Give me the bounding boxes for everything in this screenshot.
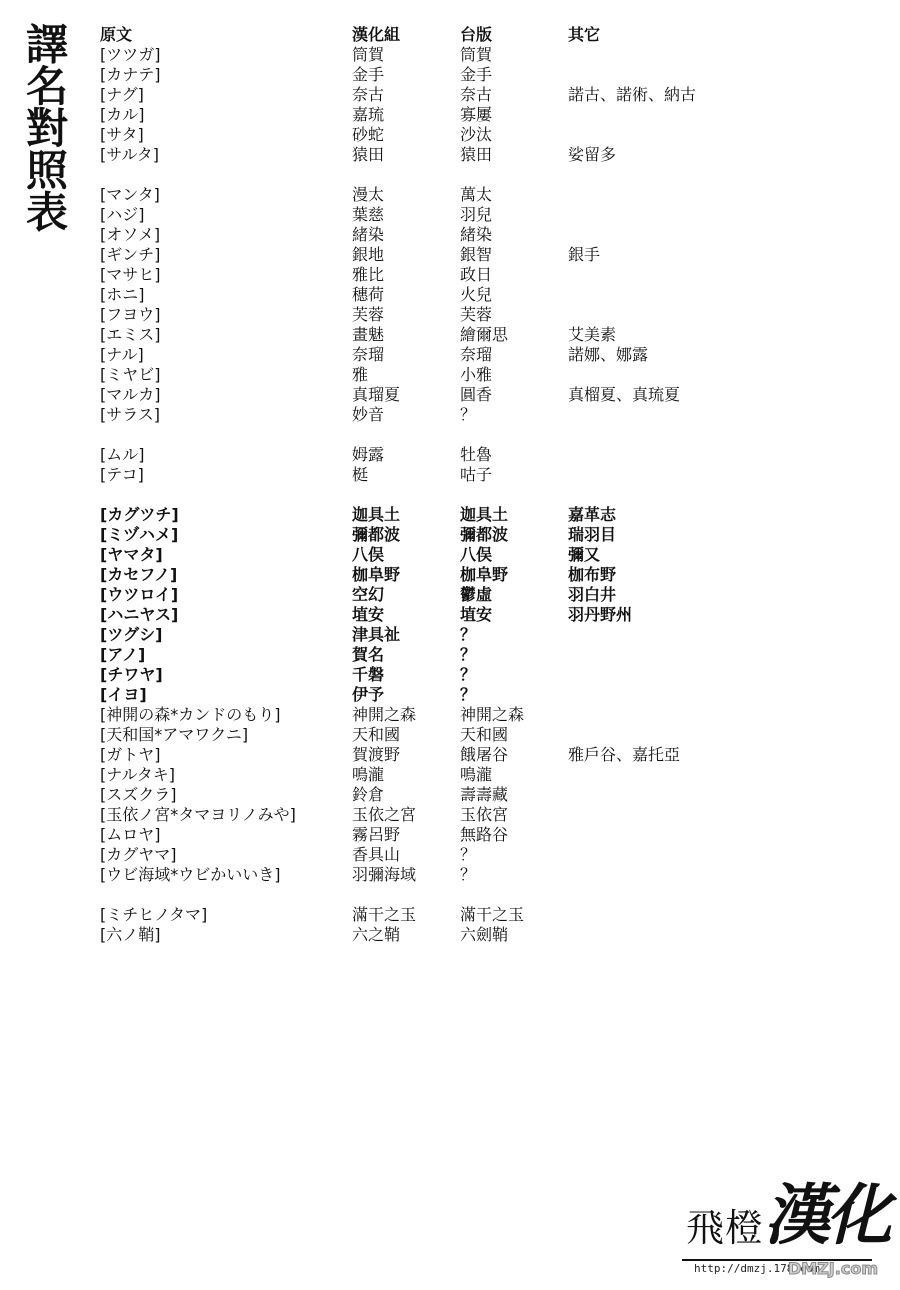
table-row xyxy=(100,505,880,525)
taiwan-edition-cell: ？ xyxy=(460,625,477,644)
group-logo xyxy=(678,1176,888,1280)
translation-group-cell: 香具山 xyxy=(352,845,401,864)
table-row xyxy=(100,185,880,205)
translation-group-cell: 筒賀 xyxy=(352,45,385,64)
translation-group-cell: 迦具土 xyxy=(352,505,401,524)
other-cell: 瑞羽目 xyxy=(568,525,617,544)
row-spacer xyxy=(100,485,880,505)
original-name-cell: [カナテ] xyxy=(100,65,161,84)
taiwan-edition-cell: 奈瑠 xyxy=(460,345,493,364)
taiwan-edition-cell: ？ xyxy=(460,845,477,864)
original-name-cell: [エミス] xyxy=(100,325,161,344)
table-row xyxy=(100,705,880,725)
original-name-cell: [ムロヤ] xyxy=(100,825,161,844)
translation-table xyxy=(100,25,880,945)
column-header: 原文 xyxy=(100,25,133,44)
other-cell: 諾古、諾術、納古 xyxy=(568,85,697,104)
original-name-cell: [ムル] xyxy=(100,445,145,464)
translation-group-cell: 姆露 xyxy=(352,445,385,464)
other-cell: 彌又 xyxy=(568,545,601,564)
table-row xyxy=(100,905,880,925)
original-name-cell: [ツグシ] xyxy=(100,625,163,644)
taiwan-edition-cell: 玉依宮 xyxy=(460,805,509,824)
taiwan-edition-cell: 猿田 xyxy=(460,145,493,164)
original-name-cell: [ホニ] xyxy=(100,285,145,304)
table-row xyxy=(100,645,880,665)
original-name-cell: [サラス] xyxy=(100,405,161,424)
translation-group-cell: 賀渡野 xyxy=(352,745,401,764)
table-row xyxy=(100,465,880,485)
original-name-cell: [スズクラ] xyxy=(100,785,177,804)
translation-group-cell: 六之鞘 xyxy=(352,925,401,944)
table-row xyxy=(100,785,880,805)
table-row xyxy=(100,525,880,545)
taiwan-edition-cell: 鳴瀧 xyxy=(460,765,493,784)
translation-group-cell: 鳴瀧 xyxy=(352,765,385,784)
taiwan-edition-cell: 牡魯 xyxy=(460,445,493,464)
original-name-cell: [オソメ] xyxy=(100,225,161,244)
original-name-cell: [カル] xyxy=(100,105,145,124)
table-row xyxy=(100,365,880,385)
translation-group-cell: 神開之森 xyxy=(352,705,417,724)
original-name-cell: [サルタ] xyxy=(100,145,160,164)
original-name-cell: [ハニヤス] xyxy=(100,605,179,624)
taiwan-edition-cell: 滿干之玉 xyxy=(460,905,525,924)
original-name-cell: [マサヒ] xyxy=(100,265,161,284)
table-row xyxy=(100,605,880,625)
table-row xyxy=(100,545,880,565)
original-name-cell: [カグヤマ] xyxy=(100,845,177,864)
row-spacer xyxy=(100,425,880,445)
original-name-cell: [カセフノ] xyxy=(100,565,178,584)
taiwan-edition-cell: 咕子 xyxy=(460,465,493,484)
taiwan-edition-cell: 筒賀 xyxy=(460,45,493,64)
table-row xyxy=(100,625,880,645)
translation-group-cell: 埴安 xyxy=(352,605,385,624)
table-row xyxy=(100,445,880,465)
original-name-cell: [チワヤ] xyxy=(100,665,163,684)
translation-group-cell: 奈古 xyxy=(352,85,385,104)
translation-group-cell: 芙蓉 xyxy=(352,305,385,324)
table-row xyxy=(100,145,880,165)
other-cell: 諾娜、娜露 xyxy=(568,345,649,364)
other-cell: 艾美素 xyxy=(568,325,617,344)
original-name-cell: [ナルタキ] xyxy=(100,765,176,784)
table-row xyxy=(100,225,880,245)
table-row xyxy=(100,685,880,705)
translation-group-cell: 千磐 xyxy=(352,665,385,684)
original-name-cell: [ナル] xyxy=(100,345,144,364)
taiwan-edition-cell: 銀智 xyxy=(460,245,493,264)
translation-group-cell: 雅比 xyxy=(352,265,385,284)
translation-group-cell: 梃 xyxy=(352,465,369,484)
table-row xyxy=(100,845,880,865)
taiwan-edition-cell: 餓屠谷 xyxy=(460,745,509,764)
taiwan-edition-cell: 繪爾思 xyxy=(460,325,509,344)
translation-group-cell: 金手 xyxy=(352,65,385,84)
original-name-cell: [マンタ] xyxy=(100,185,160,204)
table-row xyxy=(100,45,880,65)
translation-group-cell: 畫魅 xyxy=(352,325,385,344)
column-header: 其它 xyxy=(568,25,601,44)
taiwan-edition-cell: ？ xyxy=(460,685,477,704)
translation-group-cell: 玉依之宮 xyxy=(352,805,417,824)
original-name-cell: [ガトヤ] xyxy=(100,745,161,764)
column-header: 台版 xyxy=(460,25,493,44)
taiwan-edition-cell: 圓香 xyxy=(460,385,493,404)
table-row xyxy=(100,665,880,685)
other-cell: 嘉革志 xyxy=(568,505,617,524)
original-name-cell: [六ノ鞘] xyxy=(100,925,161,944)
translation-group-cell: 枷阜野 xyxy=(352,565,401,584)
original-name-cell: [イヨ] xyxy=(100,685,147,704)
original-name-cell: [玉依ノ宮*タマヨリノみや] xyxy=(100,805,296,824)
translation-group-cell: 嘉琉 xyxy=(352,105,385,124)
taiwan-edition-cell: 寡屢 xyxy=(460,105,493,124)
translation-group-cell: 緒染 xyxy=(352,225,385,244)
row-spacer xyxy=(100,885,880,905)
taiwan-edition-cell: 六劍鞘 xyxy=(460,925,509,944)
table-row xyxy=(100,125,880,145)
original-name-cell: [天和国*アマワクニ] xyxy=(100,725,249,744)
taiwan-edition-cell: 金手 xyxy=(460,65,493,84)
original-name-cell: [カグツチ] xyxy=(100,505,179,524)
table-row xyxy=(100,285,880,305)
translation-group-cell: 砂蛇 xyxy=(352,125,385,144)
table-row xyxy=(100,725,880,745)
table-row xyxy=(100,925,880,945)
original-name-cell: [ヤマタ] xyxy=(100,545,163,564)
translation-group-cell: 天和國 xyxy=(352,725,401,744)
table-row xyxy=(100,825,880,845)
logo-url: http://dmzj.178.com xyxy=(694,1262,820,1275)
taiwan-edition-cell: 壽壽藏 xyxy=(460,785,509,804)
taiwan-edition-cell: 天和國 xyxy=(460,725,509,744)
taiwan-edition-cell: 火兒 xyxy=(460,285,493,304)
taiwan-edition-cell: 枷阜野 xyxy=(460,565,509,584)
translation-group-cell: 葉慈 xyxy=(352,205,385,224)
table-row xyxy=(100,205,880,225)
translation-group-cell: 羽彌海域 xyxy=(352,865,417,884)
other-cell: 羽白井 xyxy=(568,585,617,604)
taiwan-edition-cell: 神開之森 xyxy=(460,705,525,724)
other-cell: 銀手 xyxy=(568,245,601,264)
table-row xyxy=(100,745,880,765)
translation-group-cell: 伊予 xyxy=(352,685,385,704)
original-name-cell: [ツツガ] xyxy=(100,45,161,64)
taiwan-edition-cell: 迦具土 xyxy=(460,505,509,524)
logo-big-text: 漢化 xyxy=(764,1176,888,1254)
table-row xyxy=(100,265,880,285)
original-name-cell: [マルカ] xyxy=(100,385,161,404)
translation-group-cell: 奈瑠 xyxy=(352,345,385,364)
translation-group-cell: 銀地 xyxy=(352,245,385,264)
translation-group-cell: 霧呂野 xyxy=(352,825,401,844)
taiwan-edition-cell: ？ xyxy=(460,665,477,684)
other-cell: 真榴夏、真琉夏 xyxy=(568,385,681,404)
other-cell: 娑留多 xyxy=(568,145,617,164)
original-name-cell: [ミヅハメ] xyxy=(100,525,179,544)
original-name-cell: [テコ] xyxy=(100,465,144,484)
table-row xyxy=(100,105,880,125)
original-name-cell: [ミチヒノタマ] xyxy=(100,905,208,924)
translation-group-cell: 妙音 xyxy=(352,405,385,424)
original-name-cell: [ウビ海域*ウビかいいき] xyxy=(100,865,281,884)
table-row xyxy=(100,765,880,785)
taiwan-edition-cell: 緒染 xyxy=(460,225,493,244)
original-name-cell: [ハジ] xyxy=(100,205,145,224)
table-row xyxy=(100,345,880,365)
site-watermark: DMZJ.com xyxy=(788,1259,878,1278)
table-row xyxy=(100,325,880,345)
table-row xyxy=(100,805,880,825)
translation-group-cell: 賀名 xyxy=(352,645,385,664)
original-name-cell: [アノ] xyxy=(100,645,146,664)
table-row xyxy=(100,305,880,325)
taiwan-edition-cell: 奈古 xyxy=(460,85,493,104)
other-cell: 枷布野 xyxy=(568,565,617,584)
table-row xyxy=(100,565,880,585)
taiwan-edition-cell: 羽兒 xyxy=(460,205,493,224)
translation-group-cell: 漫太 xyxy=(352,185,385,204)
translation-group-cell: 穗荷 xyxy=(352,285,385,304)
table-header-row xyxy=(100,25,880,45)
translation-group-cell: 鈴倉 xyxy=(352,785,385,804)
other-cell: 雅戶谷、嘉托亞 xyxy=(568,745,681,764)
taiwan-edition-cell: ？ xyxy=(460,405,477,424)
original-name-cell: [ミヤビ] xyxy=(100,365,161,384)
original-name-cell: [ナグ] xyxy=(100,85,144,104)
taiwan-edition-cell: 沙汰 xyxy=(460,125,493,144)
taiwan-edition-cell: 彌都波 xyxy=(460,525,509,544)
taiwan-edition-cell: 萬太 xyxy=(460,185,493,204)
taiwan-edition-cell: 八俣 xyxy=(460,545,493,564)
taiwan-edition-cell: 埴安 xyxy=(460,605,493,624)
table-row xyxy=(100,65,880,85)
original-name-cell: [ウツロイ] xyxy=(100,585,179,604)
table-row xyxy=(100,405,880,425)
taiwan-edition-cell: ？ xyxy=(460,645,477,664)
translation-group-cell: 雅 xyxy=(352,365,369,384)
logo-small-text: 飛橙 xyxy=(686,1206,765,1250)
taiwan-edition-cell: 政日 xyxy=(460,265,493,284)
translation-group-cell: 滿干之玉 xyxy=(352,905,417,924)
translation-group-cell: 八俣 xyxy=(352,545,385,564)
original-name-cell: [ギンチ] xyxy=(100,245,161,264)
original-name-cell: [神開の森*カンドのもり] xyxy=(100,705,281,724)
taiwan-edition-cell: ？ xyxy=(460,865,477,884)
original-name-cell: [サタ] xyxy=(100,125,144,144)
table-row xyxy=(100,385,880,405)
taiwan-edition-cell: 無路谷 xyxy=(460,825,509,844)
table-row xyxy=(100,85,880,105)
taiwan-edition-cell: 鬱虛 xyxy=(460,585,493,604)
other-cell: 羽丹野州 xyxy=(568,605,633,624)
column-header: 漢化組 xyxy=(352,25,401,44)
translation-group-cell: 空幻 xyxy=(352,585,385,604)
taiwan-edition-cell: 芙蓉 xyxy=(460,305,493,324)
translation-group-cell: 彌都波 xyxy=(352,525,401,544)
translation-group-cell: 津具祉 xyxy=(352,625,401,644)
translation-group-cell: 真瑠夏 xyxy=(352,385,401,404)
translation-group-cell: 猿田 xyxy=(352,145,385,164)
table-row xyxy=(100,245,880,265)
table-row xyxy=(100,585,880,605)
table-row xyxy=(100,865,880,885)
row-spacer xyxy=(100,165,880,185)
page-title: 譯名對照表 xyxy=(20,22,69,232)
taiwan-edition-cell: 小雅 xyxy=(460,365,493,384)
original-name-cell: [フヨウ] xyxy=(100,305,161,324)
